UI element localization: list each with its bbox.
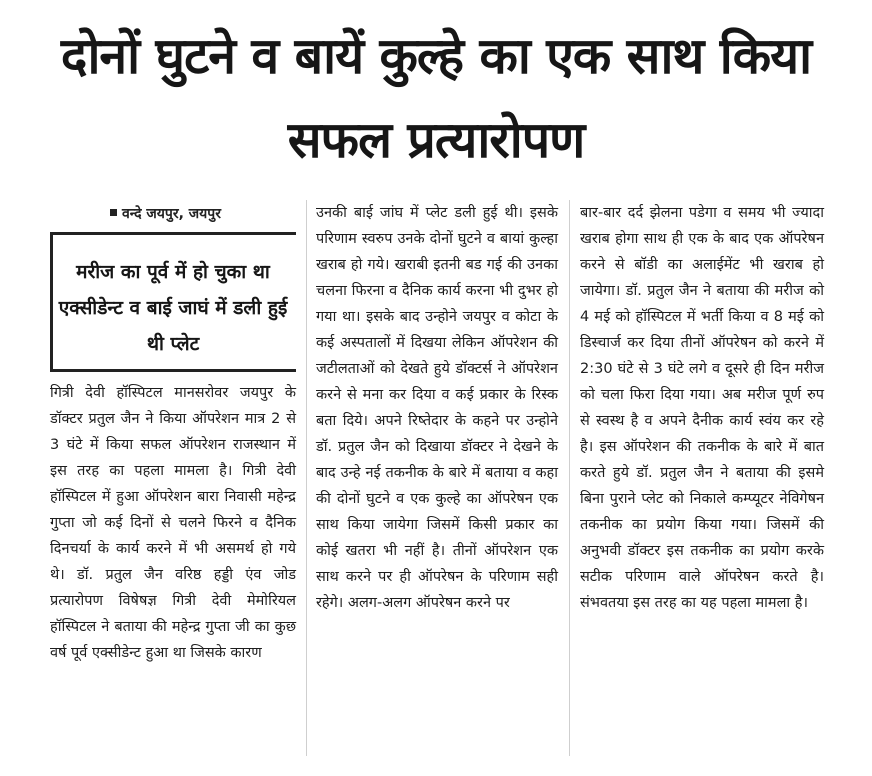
- headline: दोनों घुटने व बायें कुल्हे का एक साथ किया सफल प्रत्यारोपण: [60, 27, 812, 169]
- subheadline: मरीज का पूर्व में हो चुका था एक्सीडेन्ट व बाई जाघं में डली हुई थी प्लेट: [58, 261, 288, 355]
- column-divider: [306, 200, 307, 756]
- article-column-1: [50, 380, 296, 666]
- byline: [110, 204, 221, 223]
- article-column-3: [580, 200, 824, 616]
- column-3-text: बार-बार दर्द झेलना पडेगा व समय भी ज्यादा खराब होगा साथ ही एक के बाद एक ऑपरेषन करने से बॉडी का अलाईमेंट भी खराब हो जायेगा। डॉ. प्रतुल जैन ने बताया की मरीज को 4 मई को हॉस्पिटल में भर्ती किया व 8 मई को डिस्चार्ज कर दिया तीनों ऑपरेषन को करने में 2:30 घंटे से 3 घंटे लगे व दूसरे ही दिन मरीज को चला फिरा दिया गया। अब मरीज पूर्ण रुप से स्वस्थ है व अपने दैनीक कार्य स्वंय कर रहे है। इस ऑपरेशन की तकनीक के बारे में बात करते हुये डॉ. प्रतुल जैन ने बताया की इसमे बिना पुराने प्लेट को निकाले कम्प्यूटर नेविगेषन तकनीक का प्रयोग किया गया। जिसमें की अनुभवी डॉक्टर इस तकनीक का प्रयोग करके सटीक परिणाम वाले ऑपरेषन करते है। संभवतया इस तरह का यह पहला मामला है।: [580, 205, 824, 611]
- article-column-2: [316, 200, 558, 616]
- byline-text: वन्दे जयपुर, जयपुर: [122, 206, 221, 222]
- column-2-text: उनकी बाई जांघ में प्लेट डली हुई थी। इसके परिणाम स्वरुप उनके दोनों घुटने व बायां कुल्हा खराब हो गये। खराबी इतनी बड गई की उनका चलना फिरना व दैनिक कार्य करना भी दुभर हो गया था। इसके बाद उन्होने जयपुर व कोटा के कई अस्पतालों में दिखया लेकिन ऑपरेशन की जटीलताओं को देखते हुये डॉक्टर्स ने ऑपरेशन करने से मना कर दिया व कई प्रकार के रिस्क बता दिये। अपने रिष्तेदार के कहने पर उन्होने डॉ. प्रतुल जैन को दिखाया डॉक्टर ने देखने के बाद उन्हे नई तकनीक के बारे में बताया व कहा की दोनों घुटने व एक कुल्हे का ऑपरेषन एक साथ किया जायेगा जिसमें किसी प्रकार का कोई खतरा भी नहीं है। तीनों ऑपरेशन एक साथ करने पर ही ऑपरेषन के परिणाम सही रहेगे। अलग-अलग ऑपरेषन करने पर: [316, 205, 558, 611]
- column-1-text: गित्री देवी हॉस्पिटल मानसरोवर जयपुर के डॉक्टर प्रतुल जैन ने किया ऑपरेशन मात्र 2 से 3 घंटे में किया सफल ऑपरेशन राजस्थान में इस तरह का पहला मामला है। गित्री देवी हॉस्पिटल में हुआ ऑपरेशन बारा निवासी महेन्द्र गुप्ता जो कई दिनों से चलने फिरने व दैनिक दिनचर्या के कार्य करने में भी असमर्थ हो गये थे। डॉ. प्रतुल जैन वरिष्ठ हड्डी एंव जोड प्रत्यारोपण विषेषज्ञ गित्री देवी मेमोरियल हॉस्पिटल ने बताया की महेन्द्र गुप्ता जी का कुछ वर्ष पूर्व एक्सीडेन्ट हुआ था जिसके कारण: [50, 385, 296, 661]
- byline-square-icon: [110, 209, 117, 216]
- column-divider: [569, 200, 570, 756]
